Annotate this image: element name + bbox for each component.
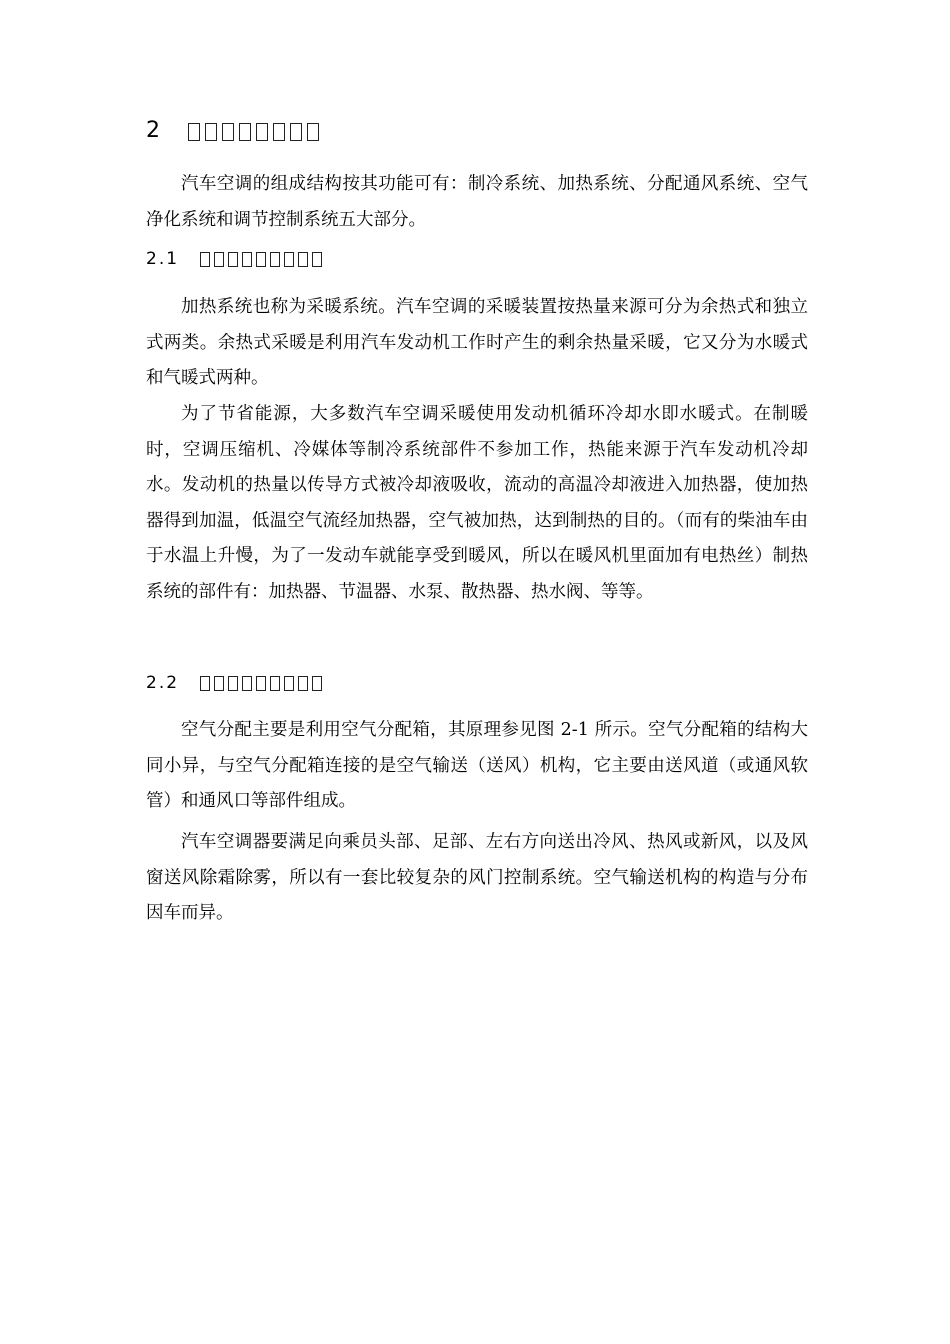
section-number: 2 [146,118,160,143]
missing-glyph-box [312,676,322,691]
paragraph-air-delivery: 汽车空调器要满足向乘员头部、足部、左右方向送出冷风、热风或新风，以及风窗送风除霜除雾，所以有一套比较复杂的风门控制系统。空气输送机构的构造与分布因车而异。 [146,832,808,923]
missing-glyph-box [239,123,251,141]
missing-glyph-box [290,123,302,141]
paragraph-air-distribution: 空气分配主要是利用空气分配箱，其原理参见图 2-1 所示。空气分配箱的结构大同小异，与空气分配箱连接的是空气输送（送风）机构，它主要由送风道（或通风软管）和通风口等部件组成。 [146,720,808,811]
missing-glyph-box [270,252,280,267]
subsection-title-glyphs [200,673,326,693]
section-title-glyphs [188,119,324,144]
missing-glyph-box [284,252,294,267]
section-heading [146,118,324,144]
missing-glyph-box [214,252,224,267]
missing-glyph-box [205,123,217,141]
missing-glyph-box [256,123,268,141]
missing-glyph-box [298,676,308,691]
missing-glyph-box [307,123,319,141]
subsection-number: 2.2 [146,673,180,693]
missing-glyph-box [273,123,285,141]
missing-glyph-box [200,676,210,691]
missing-glyph-box [256,676,266,691]
missing-glyph-box [312,252,322,267]
missing-glyph-box [242,252,252,267]
missing-glyph-box [200,252,210,267]
paragraph-heating-detail: 为了节省能源，大多数汽车空调采暖使用发动机循环冷却水即水暖式。在制暖时，空调压缩机、冷媒体等制冷系统部件不参加工作，热能来源于汽车发动机冷却水。发动机的热量以传导方式被冷却液吸收，流动的高温冷却液进入加热器，使加热器得到加温，低温空气流经加热器，空气被加热，达到制热的目的。（而有的柴油车由于水温上升慢，为了一发动车就能享受到暖风，所以在暖风机里面加有电热丝）制热系统的部件有：加热器、节温器、水泵、散热器、热水阀、等等。 [146,404,808,602]
subsection-heading-2-1 [146,249,326,269]
missing-glyph-box [188,123,200,141]
missing-glyph-box [284,676,294,691]
missing-glyph-box [228,676,238,691]
section-intro-paragraph: 汽车空调的组成结构按其功能可有：制冷系统、加热系统、分配通风系统、空气净化系统和调节控制系统五大部分。 [146,174,808,230]
missing-glyph-box [214,676,224,691]
missing-glyph-box [228,252,238,267]
missing-glyph-box [298,252,308,267]
subsection-title-glyphs [200,249,326,269]
subsection-heading-2-2 [146,673,326,693]
missing-glyph-box [242,676,252,691]
subsection-number: 2.1 [146,249,180,269]
paragraph-heating-intro: 加热系统也称为采暖系统。汽车空调的采暖装置按热量来源可分为余热式和独立式两类。余热式采暖是利用汽车发动机工作时产生的剩余热量采暖，它又分为水暖式和气暖式两种。 [146,297,808,388]
missing-glyph-box [222,123,234,141]
missing-glyph-box [270,676,280,691]
missing-glyph-box [256,252,266,267]
